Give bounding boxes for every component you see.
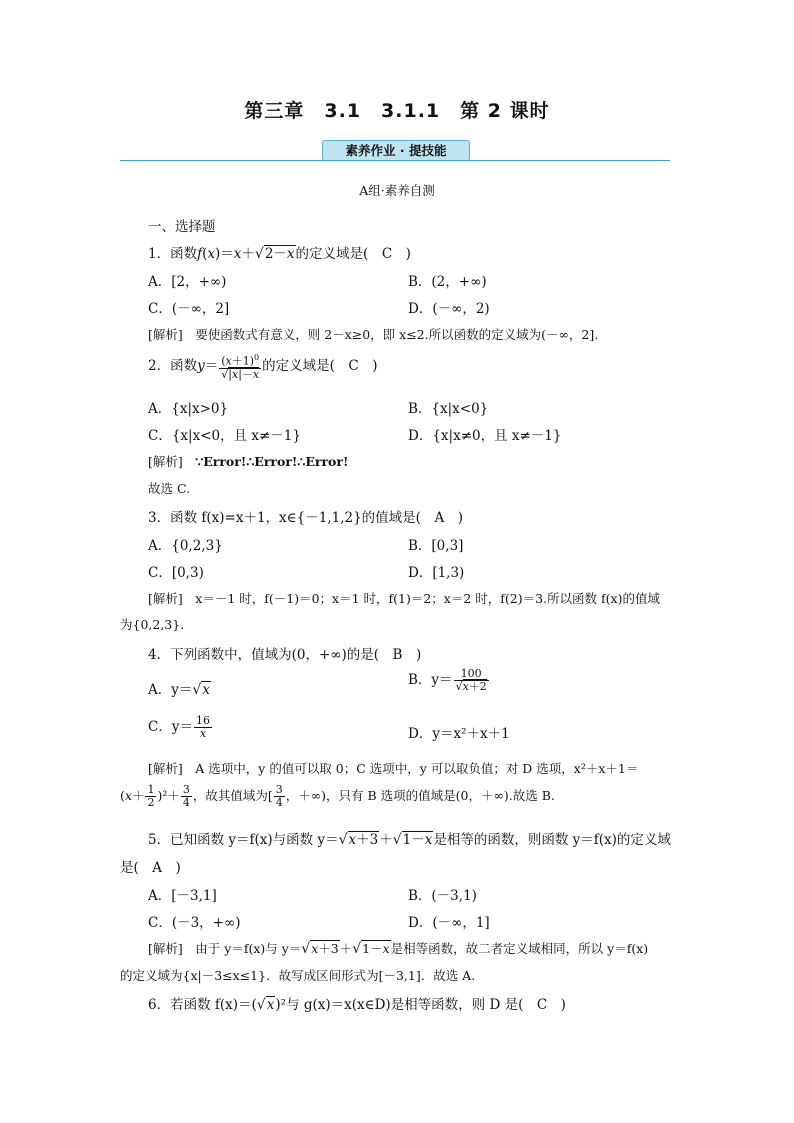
q4-a-label: A．y＝ [148,682,193,698]
q5-option-c: C．(－3，+∞) [148,915,241,931]
q2-option-a: A．{x|x>0} [148,401,229,417]
q2-analysis-tag: [解析] [148,454,183,469]
q1-stem-start: 1．函数 [148,246,198,262]
q2-stem-start: 2．函数 [148,357,198,374]
q5-option-b: B．(－3,1) [408,888,477,904]
q1-option-d: D．(－∞，2) [408,301,490,317]
q2-option-d: D．{x|x≠0，且 x≠－1} [408,428,562,444]
q4-b-label: B．y＝ [408,672,453,688]
q4-analysis-mid: ，故其值域为[ [192,788,273,803]
question-5: 5．已知函数 y＝f(x)与函数 y＝√x＋3＋√1－x是相等的函数，则函数 y＝f(x)的定义域 [148,832,671,848]
q3-option-b: B．[0,3] [408,538,464,554]
q5-explanation: [解析] 由于 y＝f(x)与 y＝√x＋3＋√1－x是相等函数，故二者定义域相同，所以 y＝f(x) [148,941,649,957]
q3-explanation [148,589,660,607]
q2-analysis-text: ∵Error!∴Error!∴Error! [195,454,349,469]
question-2: 2．函数y＝ $\frac{(x+1)^0}{√|x|-x}$ 的定义域是( C ) [148,353,378,381]
q5-analysis-start: 由于 y＝f(x)与 y＝ [195,941,302,956]
q5-analysis-tag: [解析] [148,941,183,956]
q5-stem-start: 5．已知函数 y＝f(x)与函数 y＝ [148,832,339,848]
q5-stem-cont: 是( A ) [120,860,181,876]
q1-option-c: C．(－∞，2] [148,301,230,317]
q4-option-c: C．y＝ $\frac{16}{x}$ [148,714,210,740]
group-heading: A组·素养自测 [359,183,435,198]
q1-option-a: A．[2，+∞) [148,274,227,290]
q5-option-d: D．(－∞，1] [408,915,490,931]
question-1: 1．函数f(x)＝x＋√2－x的定义域是( C ) [148,246,411,262]
page-title: 第三章 3.1 3.1.1 第 2 课时 [244,100,550,122]
q4-option-b: B．y＝ $\frac{100}{√x+2}$ [408,667,487,693]
q1-explanation [148,325,598,343]
question-4: 4．下列函数中，值域为(0，+∞)的是( B ) [148,647,422,663]
q4-analysis-cont: (x＋ $\frac{1}{2}$ )²＋ $\frac{3}{4}$ ，故其值域为[ $\frac{3}{4}$ ，＋∞)，只有 B 选项的值域是(0，＋∞).故选 B. [120,783,555,809]
q4-analysis-tag: [解析] [148,761,183,776]
q1-option-b: B．(2，+∞) [408,274,487,290]
q3-option-c: C．[0,3) [148,565,204,581]
q1-analysis-text: 要使函数式有意义，则 2－x≥0，即 x≤2.所以函数的定义域为(－∞，2]. [195,327,599,342]
q4-explanation [148,759,638,777]
q5-analysis-end: 是相等函数，故二者定义域相同，所以 y＝f(x) [390,941,649,956]
q1-analysis-tag: [解析] [148,327,183,342]
q6-stem-start: 6．若函数 f(x)＝( [148,997,257,1013]
q2-conclusion: 故选 C. [148,481,191,496]
q4-option-a: A．y＝√x [148,682,210,698]
q4-option-d: D．y＝x²＋x＋1 [408,726,510,742]
q2-explanation [148,452,348,470]
q5-option-a: A．[－3,1] [148,888,217,904]
header-divider [120,160,670,161]
q4-analysis-text: A 选项中，y 的值可以取 0；C 选项中，y 可以取负值；对 D 选项，x²＋x＋1＝ [195,761,639,776]
q3-analysis-text: x＝－1 时，f(－1)＝0；x＝1 时，f(1)＝2；x＝2 时，f(2)＝3.所以函数 f(x)的值域 [195,591,660,606]
q3-option-a: A．{0,2,3} [148,538,223,554]
q2-option-c: C．{x|x<0，且 x≠－1} [148,428,301,444]
q5-analysis-cont: 的定义域为{x|－3≤x≤1}．故写成区间形式为[－3,1]．故选 A. [120,968,476,983]
q3-option-d: D．[1,3) [408,565,465,581]
q4-analysis-end: ，＋∞)，只有 B 选项的值域是(0，＋∞).故选 B. [285,788,555,803]
q5-stem-end: 是相等的函数，则函数 y＝f(x)的定义域 [433,832,671,848]
question-6: 6．若函数 f(x)＝(√x)²与 g(x)＝x(x∈D)是相等函数，则 D 是( C ) [148,997,566,1013]
q2-stem-end: 的定义域是( C ) [262,357,378,374]
q2-option-b: B．{x|x<0} [408,401,489,417]
q4-c-label: C．y＝ [148,719,193,735]
q6-stem-end: )²与 g(x)＝x(x∈D)是相等函数，则 D 是( C ) [275,997,566,1013]
question-3: 3．函数 f(x)=x＋1，x∈{－1,1,2}的值域是( A ) [148,510,463,526]
q3-analysis-cont: 为{0,2,3}. [120,617,185,632]
part-heading: 一、选择题 [148,219,216,235]
q3-analysis-tag: [解析] [148,591,183,606]
q1-stem-end: 的定义域是( C ) [295,246,411,262]
section-badge: 素养作业 · 提技能 [322,140,470,161]
